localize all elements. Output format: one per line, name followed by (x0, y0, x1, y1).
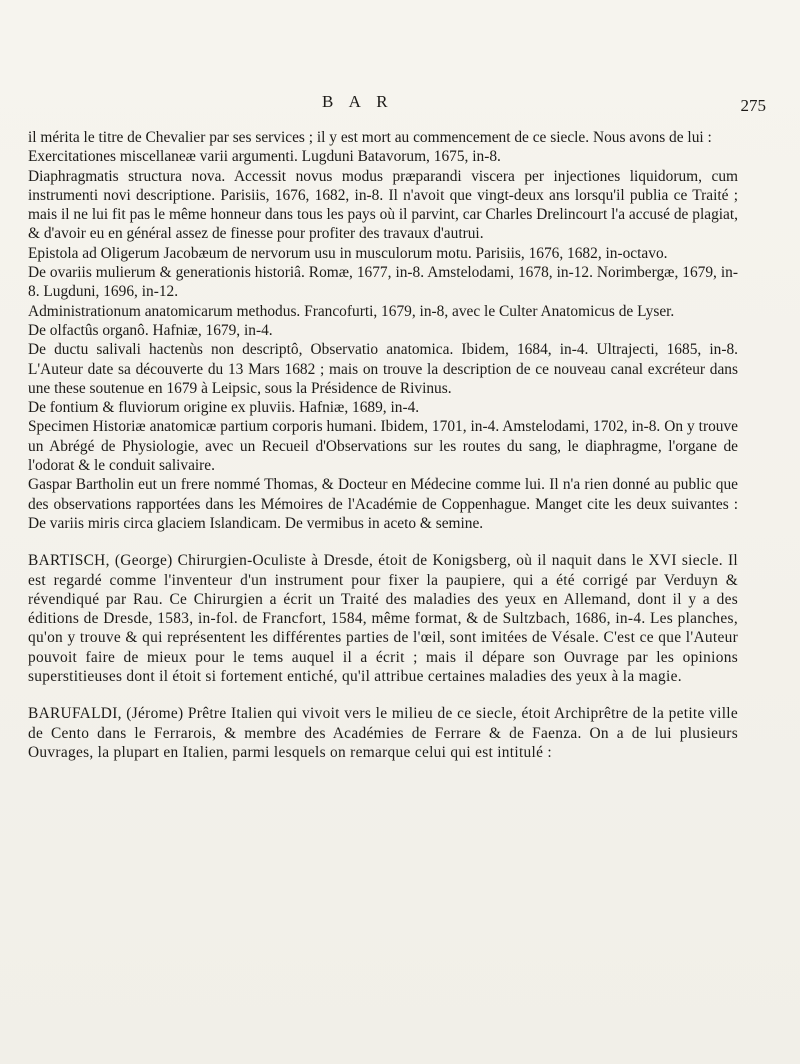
work-de-ovariis: De ovariis mulierum & generationis historiâ. Romæ, 1677, in-8. Amstelodami, 1678, in-12. Norimbergæ, 1679, in-8. Lugduni, 1696, in-12. (28, 264, 738, 301)
entry-bartisch: BARTISCH, (George) Chirurgien-Oculiste à Dresde, étoit de Konigsberg, où il naquit dans le XVI siecle. Il est regardé comme l'inventeur d'un instrument pour fixer la paupiere, qui a été corrigé par Verduyn & révendiqué par Rau. Ce Chirurgien a écrit un Traité des maladies des yeux en Allemand, dont il y a des éditions de Dresde, 1583, in-fol. de Francfort, 1584, même format, & de Sultzbach, 1686, in-4. Les planches, qu'on y trouve & qui représentent les différentes parties de l'œil, sont imitées de Vésale. C'est ce que l'Auteur pouvoit faire de mieux pour le tems auquel il a écrit ; mais il dépare son Ouvrage par les opinions superstitieuses dont il étoit si fortement entiché, qu'il attribue certaines maladies des yeux à la magie. (28, 552, 738, 686)
work-epistola: Epistola ad Oligerum Jacobæum de nervorum usu in musculorum motu. Parisiis, 1676, 1682, in-octavo. (28, 244, 668, 262)
work-de-fontium: De fontium & fluviorum origine ex pluviis. Hafniæ, 1689, in-4. (28, 399, 420, 417)
page-number: 275 (740, 96, 766, 115)
work-de-ductu-salivali: De ductu salivali hactenùs non descriptô, Observatio anatomica. Ibidem, 1684, in-4. Ultrajecti, 1685, in-8. L'Auteur date sa découverte du 13 Mars 1682 ; mais on trouve la description de ce nouveau canal excréteur dans une these soutenue en 1679 à Leipsic, sous la Présidence de Rivinus. (28, 341, 738, 397)
paragraph-gaspar-bartholin: Gaspar Bartholin eut un frere nommé Thomas, & Docteur en Médecine comme lui. Il n'a rien donné au public que des observations rapportées dans les Mémoires de l'Académie de Coppenhague. Manget cite les deux suivantes : De variis miris circa glaciem Islandicam. De vermibus in aceto & semine. (28, 476, 738, 532)
paragraph-continuation: il mérita le titre de Chevalier par ses services ; il y est mort au commencement de ce siecle. Nous avons de lui : (28, 129, 712, 146)
entry-barufaldi: BARUFALDI, (Jérome) Prêtre Italien qui vivoit vers le milieu de ce siecle, étoit Archiprêtre de la petite ville de Cento dans le Ferrarois, & membre des Académies de Ferrare & de Faenza. On a de lui plusieurs Ouvrages, la plupart en Italien, parmi lesquels on remarque celui qui est intitulé : (28, 705, 738, 761)
running-head: B A R (322, 92, 394, 111)
work-administrationum: Administrationum anatomicarum methodus. Francofurti, 1679, in-8, avec le Culter Anatomicus de Lyser. (28, 302, 675, 320)
work-specimen: Specimen Historiæ anatomicæ partium corporis humani. Ibidem, 1701, in-4. Amstelodami, 1702, in-8. On y trouve un Abrégé de Physiologie, avec un Recueil d'Observations sur les routes du sang, le diaphragme, l'organe de l'odorat & le conduit salivaire. (28, 418, 738, 475)
work-exercitationes: Exercitationes miscellaneæ varii argumenti. Lugduni Batavorum, 1675, in-8. (28, 148, 501, 166)
page-header (0, 92, 800, 122)
page-body (28, 128, 738, 762)
work-diaphragmatis: Diaphragmatis structura nova. Accessit novus modus præparandi viscera per injectiones liquidorum, cum instrumenti novi descriptione. Parisiis, 1676, 1682, in-8. Il n'avoit que vingt-deux ans lorsqu'il publia ce Traité ; mais il ne lui fit pas le même honneur dans tous les pays où il parvint, car Charles Drelincourt l'a accusé de plagiat, & d'avoir eu en général assez de finesse pour profiter des travaux d'autrui. (28, 167, 738, 243)
work-de-olfactus: De olfactûs organô. Hafniæ, 1679, in-4. (28, 321, 273, 339)
